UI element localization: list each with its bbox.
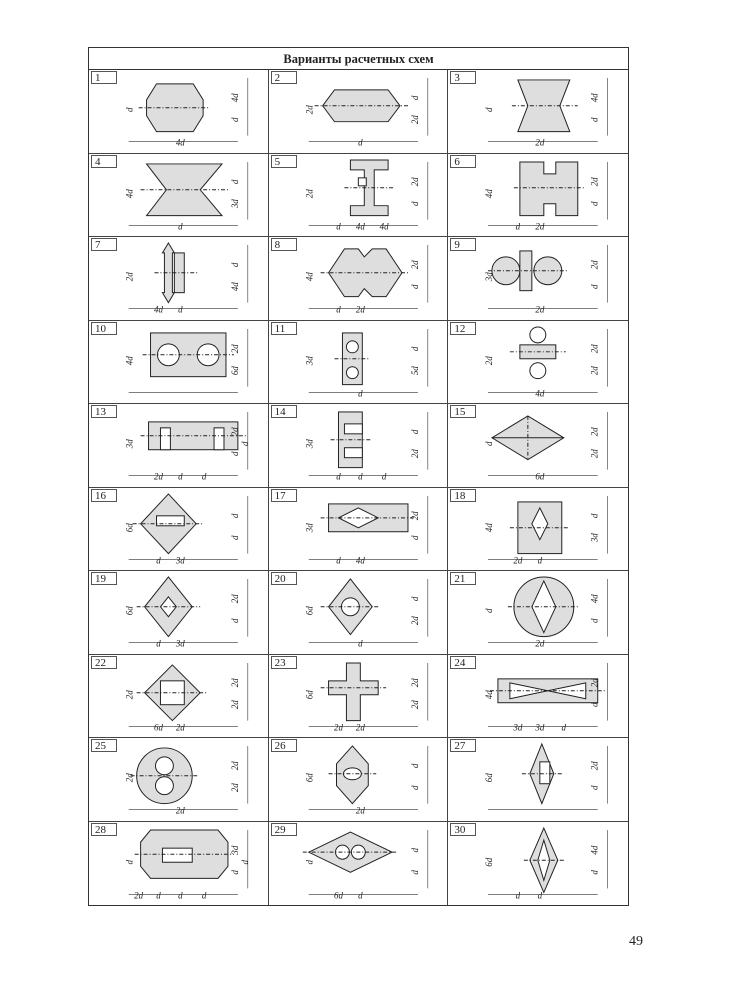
variant-number: 28 xyxy=(91,823,117,836)
variant-number: 18 xyxy=(450,489,476,502)
dimension-label: d xyxy=(335,555,341,566)
dimension-label: 6d xyxy=(333,889,343,900)
variant-cell xyxy=(448,70,628,154)
variants-grid xyxy=(89,70,628,905)
dimension-label: d xyxy=(156,889,161,900)
dimension-label: 4d xyxy=(484,188,495,198)
dimension-label: 2d xyxy=(590,176,601,186)
dimension-label: d xyxy=(229,869,240,875)
dimension-label: d xyxy=(537,889,543,900)
variant-number: 17 xyxy=(271,489,297,502)
variant-number: 12 xyxy=(450,322,476,335)
dimension-label: 2d xyxy=(590,343,601,353)
variant-cell xyxy=(448,404,628,488)
dimension-label: d xyxy=(357,638,363,649)
variant-cell xyxy=(448,488,628,572)
variant-number: 19 xyxy=(91,572,117,585)
dimension-label: 2d xyxy=(409,449,420,459)
dimension-label: d xyxy=(156,638,161,649)
dimension-label: 3d xyxy=(175,638,185,649)
dimension-label: d xyxy=(124,107,135,112)
dimension-label: d xyxy=(590,618,601,623)
variant-number: 5 xyxy=(271,155,297,168)
dimension-label: d xyxy=(484,441,495,446)
variant-cell xyxy=(269,321,449,405)
dimension-label: d xyxy=(561,722,567,733)
dimension-label: 2d xyxy=(229,677,240,687)
variant-cell xyxy=(89,404,269,488)
dimension-label: d xyxy=(124,859,135,865)
dimension-label: 4d xyxy=(124,355,135,365)
variant-cell xyxy=(269,488,449,572)
dimension-label: d xyxy=(229,262,240,268)
dimension-label: 3d xyxy=(304,439,315,449)
variant-cell xyxy=(269,154,449,238)
dimension-label: 2d xyxy=(229,783,240,793)
dimension-label: d xyxy=(156,555,161,566)
dimension-label: 6d xyxy=(484,773,495,783)
variant-cell xyxy=(269,237,449,321)
dimension-label: 2d xyxy=(590,449,601,459)
variant-cell xyxy=(89,822,269,906)
dimension-label: d xyxy=(229,534,240,540)
variant-cell xyxy=(269,571,449,655)
dimension-label: 6d xyxy=(229,365,240,375)
dimension-label: 4d xyxy=(154,304,163,315)
variant-cell xyxy=(89,738,269,822)
dimension-label: 2d xyxy=(409,176,420,186)
dimension-label: 2d xyxy=(304,188,315,198)
variant-cell xyxy=(448,154,628,238)
variant-number: 23 xyxy=(271,656,297,669)
dimension-label: 3d xyxy=(484,272,495,282)
dimension-label: 2d xyxy=(535,221,545,232)
dimension-label: 4d xyxy=(590,594,601,604)
variant-number: 25 xyxy=(91,739,117,752)
dimension-label: 2d xyxy=(355,304,365,315)
dimension-label: 6d xyxy=(154,722,163,733)
dimension-label: 4d xyxy=(229,93,240,103)
dimension-label: 6d xyxy=(124,522,135,532)
dimension-label: d xyxy=(229,179,240,184)
dimension-label: 3d xyxy=(535,722,545,733)
dimension-label: 2d xyxy=(409,677,420,687)
table-title: Варианты расчетных схем xyxy=(89,48,628,70)
dimension-label: 4d xyxy=(229,282,240,292)
dimension-label: d xyxy=(590,785,601,790)
dimension-label: d xyxy=(357,471,363,482)
dimension-label: 2d xyxy=(513,555,523,566)
dimension-label: d xyxy=(515,889,521,900)
dimension-label: 3d xyxy=(124,439,135,449)
dimension-label: 2d xyxy=(154,471,163,482)
dimension-label: 4d xyxy=(484,689,495,699)
dimension-label: 4d xyxy=(590,93,601,103)
dimension-label: 2d xyxy=(175,805,185,816)
dimension-label: d xyxy=(229,117,240,122)
dimension-label: 2d xyxy=(535,304,545,315)
dimension-label: d xyxy=(178,889,183,900)
dimension-label: 2d xyxy=(590,427,601,437)
variant-cell xyxy=(269,738,449,822)
dimension-label: 4d xyxy=(304,272,315,282)
dimension-label: 2d xyxy=(590,677,601,687)
dimension-label: 2d xyxy=(355,722,365,733)
dimension-label: d xyxy=(409,869,420,875)
dimension-label: d xyxy=(239,859,250,865)
variant-number: 30 xyxy=(450,823,476,836)
dimension-label: 2d xyxy=(124,689,135,699)
dimension-label: 4d xyxy=(355,221,365,232)
dimension-label: 3d xyxy=(229,845,240,855)
dimension-label: d xyxy=(357,388,363,399)
variant-number: 16 xyxy=(91,489,117,502)
dimension-label: d xyxy=(409,200,420,206)
dimension-label: 6d xyxy=(124,606,135,616)
dimension-label: 6d xyxy=(304,773,315,783)
dimension-label: 3d xyxy=(304,355,315,365)
dimension-label: 3d xyxy=(513,722,523,733)
dimension-label: 6d xyxy=(304,689,315,699)
dimension-label: d xyxy=(590,701,601,707)
dimension-label: 2d xyxy=(124,773,135,783)
variant-number: 20 xyxy=(271,572,297,585)
dimension-label: 6d xyxy=(535,471,545,482)
variant-cell xyxy=(448,237,628,321)
dimension-label: d xyxy=(590,513,601,518)
variant-cell xyxy=(448,571,628,655)
dimension-label: d xyxy=(335,304,341,315)
dimension-label: d xyxy=(178,221,183,232)
dimension-label: d xyxy=(357,137,363,148)
dimension-label: d xyxy=(409,429,420,435)
dimension-label: 2d xyxy=(304,105,315,115)
variant-cell xyxy=(89,655,269,739)
dimension-label: d xyxy=(409,785,420,790)
dimension-label: 5d xyxy=(409,365,420,375)
variant-number: 22 xyxy=(91,656,117,669)
dimension-label: d xyxy=(484,107,495,112)
dimension-label: d xyxy=(409,763,420,769)
dimension-label: 2d xyxy=(229,594,240,604)
variant-cell xyxy=(89,488,269,572)
variant-cell xyxy=(269,655,449,739)
variant-cell xyxy=(269,70,449,154)
dimension-label: d xyxy=(590,284,601,289)
dimension-label: d xyxy=(201,471,207,482)
dimension-label: 3d xyxy=(175,555,185,566)
dimension-label: d xyxy=(229,618,240,623)
variant-cell xyxy=(89,571,269,655)
dimension-label: 2d xyxy=(409,699,420,709)
variant-number: 24 xyxy=(450,656,476,669)
dimension-label: 4d xyxy=(175,137,185,148)
dimension-label: d xyxy=(590,200,601,206)
dimension-label: d xyxy=(590,117,601,122)
dimension-label: 2d xyxy=(409,260,420,270)
dimension-label: 2d xyxy=(355,805,365,816)
dimension-label: d xyxy=(239,441,250,446)
dimension-label: 2d xyxy=(484,355,495,365)
dimension-label: d xyxy=(409,95,420,101)
dimension-label: 2d xyxy=(409,616,420,626)
variant-cell xyxy=(89,70,269,154)
variant-number: 2 xyxy=(271,71,297,84)
variant-cell xyxy=(448,738,628,822)
dimension-label: d xyxy=(537,555,543,566)
variant-cell xyxy=(89,321,269,405)
variant-cell xyxy=(89,237,269,321)
variant-number: 6 xyxy=(450,155,476,168)
variant-cell xyxy=(448,655,628,739)
dimension-label: 2d xyxy=(535,638,545,649)
variant-number: 4 xyxy=(91,155,117,168)
dimension-label: d xyxy=(409,847,420,852)
dimension-label: 2d xyxy=(134,889,144,900)
dimension-label: 2d xyxy=(409,115,420,125)
variant-number: 29 xyxy=(271,823,297,836)
dimension-label: d xyxy=(409,346,420,351)
dimension-label: d xyxy=(409,284,420,289)
dimension-label: 3d xyxy=(304,522,315,532)
dimension-label: 2d xyxy=(229,699,240,709)
dimension-label: 2d xyxy=(590,761,601,771)
dimension-label: 2d xyxy=(229,343,240,353)
variant-cell xyxy=(89,154,269,238)
dimension-label: d xyxy=(335,471,341,482)
variant-number: 10 xyxy=(91,322,117,335)
variant-number: 13 xyxy=(91,405,117,418)
page-number: 49 xyxy=(629,934,643,949)
dimension-label: d xyxy=(335,221,341,232)
dimension-label: d xyxy=(515,221,521,232)
variant-number: 3 xyxy=(450,71,476,84)
dimension-label: 4d xyxy=(590,845,601,855)
dimension-label: d xyxy=(590,869,601,875)
dimension-label: d xyxy=(229,451,240,456)
variant-cell xyxy=(448,321,628,405)
variant-cell xyxy=(269,404,449,488)
dimension-label: 2d xyxy=(535,137,545,148)
dimension-label: 2d xyxy=(175,722,185,733)
dimension-label: 4d xyxy=(124,188,135,198)
variant-cell xyxy=(448,822,628,906)
variant-number: 27 xyxy=(450,739,476,752)
dimension-label: d xyxy=(357,889,363,900)
variant-number: 9 xyxy=(450,238,476,251)
dimension-label: 3d xyxy=(590,532,601,542)
dimension-label: 3d xyxy=(229,198,240,208)
variant-number: 11 xyxy=(271,322,297,335)
dimension-label: d xyxy=(178,304,183,315)
dimension-label: 2d xyxy=(590,365,601,375)
dimension-label: 4d xyxy=(535,388,545,399)
dimension-label: 2d xyxy=(124,272,135,282)
dimension-label: d xyxy=(409,534,420,540)
dimension-label: 6d xyxy=(304,606,315,616)
dimension-label: d xyxy=(409,596,420,602)
dimension-label: d xyxy=(304,859,315,865)
dimension-label: 2d xyxy=(333,722,343,733)
variants-table xyxy=(88,47,629,906)
dimension-label: d xyxy=(381,471,387,482)
dimension-label: d xyxy=(484,608,495,613)
dimension-label: d xyxy=(178,471,183,482)
variant-number: 26 xyxy=(271,739,297,752)
dimension-label: 4d xyxy=(484,522,495,532)
dimension-label: 4d xyxy=(379,221,389,232)
dimension-label: 6d xyxy=(484,857,495,867)
dimension-label: 2d xyxy=(229,761,240,771)
dimension-label: 4d xyxy=(355,555,365,566)
dimension-label: 2d xyxy=(409,510,420,520)
variant-number: 1 xyxy=(91,71,117,84)
variant-number: 14 xyxy=(271,405,297,418)
variant-number: 7 xyxy=(91,238,117,251)
variant-number: 8 xyxy=(271,238,297,251)
dimension-label: d xyxy=(229,513,240,518)
variant-number: 21 xyxy=(450,572,476,585)
dimension-label: d xyxy=(201,889,207,900)
dimension-label: 2d xyxy=(229,427,240,437)
variant-number: 15 xyxy=(450,405,476,418)
variant-cell xyxy=(269,822,449,906)
dimension-label: 2d xyxy=(590,260,601,270)
